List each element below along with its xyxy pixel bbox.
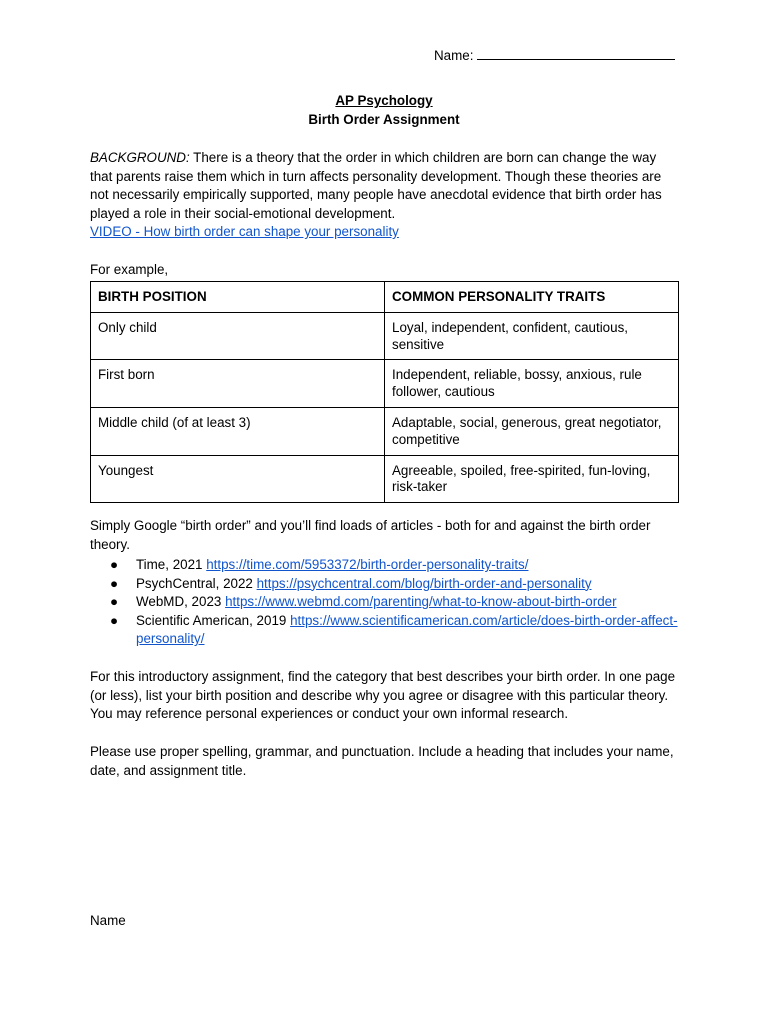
bullet-icon: ● <box>110 557 119 572</box>
video-link[interactable]: VIDEO - How birth order can shape your personality <box>90 224 399 239</box>
reference-link[interactable]: https://www.webmd.com/parenting/what-to-know-about-birth-order <box>225 594 617 610</box>
reference-link[interactable]: https://psychcentral.com/blog/birth-order-and-personality <box>256 575 592 591</box>
list-item <box>90 556 680 575</box>
background-label: BACKGROUND: <box>90 150 190 165</box>
bullet-icon: ● <box>110 612 119 628</box>
traits-cell: Agreeable, spoiled, free-spirited, fun-loving, risk-taker <box>385 455 679 503</box>
name-field[interactable] <box>434 45 679 66</box>
table-row <box>91 312 679 360</box>
traits-cell: Loyal, independent, confident, cautious, sensitive <box>385 312 679 360</box>
header-personality-traits: COMMON PERSONALITY TRAITS <box>385 282 679 313</box>
birth-position-cell: Youngest <box>91 455 385 503</box>
format-note-paragraph: Please use proper spelling, grammar, and punctuation. Include a heading that includes your name, date, and assignment title. <box>90 744 674 778</box>
reference-source: Scientific American, 2019 <box>136 612 291 628</box>
birth-order-table <box>90 281 679 503</box>
reference-link[interactable]: https://www.scientificamerican.com/article/does-birth-order-affect-personality/ <box>136 612 678 647</box>
list-item <box>90 575 680 594</box>
birth-position-cell: Middle child (of at least 3) <box>91 407 385 455</box>
table-header-row <box>91 282 679 313</box>
list-item <box>90 593 680 612</box>
bullet-icon: ● <box>110 594 119 610</box>
bullet-icon: ● <box>110 575 119 591</box>
instructions-paragraph: For this introductory assignment, find the category that best describes your birth order. In one page (or less), list your birth position and describe why you agree or disagree with this particular theory. You may reference personal experiences or conduct your own informal research. <box>90 669 676 722</box>
name-label: Name: <box>434 48 474 63</box>
table-row <box>91 360 679 408</box>
list-item <box>90 612 680 649</box>
name-blank-line[interactable] <box>477 45 675 60</box>
course-title: AP Psychology <box>335 93 433 108</box>
reference-link[interactable]: https://time.com/5953372/birth-order-personality-traits/ <box>206 557 529 572</box>
footer-name-label: Name <box>90 913 126 928</box>
background-text: There is a theory that the order in which children are born can change the way that parents raise them which in turn affects personality development. Though these theories are not necessarily empirically supported, many people have anecdotal evidence that birth order has played a role in their social-emotional development. <box>90 150 662 221</box>
header-birth-position: BIRTH POSITION <box>91 282 385 313</box>
traits-cell: Adaptable, social, generous, great negotiator, competitive <box>385 407 679 455</box>
traits-cell: Independent, reliable, bossy, anxious, rule follower, cautious <box>385 360 679 408</box>
video-paragraph <box>90 223 680 242</box>
birth-position-cell: First born <box>91 360 385 408</box>
table-row <box>91 407 679 455</box>
reference-source: PsychCentral, 2022 <box>136 575 257 591</box>
reference-source: Time, 2021 <box>136 557 207 572</box>
google-paragraph: Simply Google “birth order” and you’ll find loads of articles - both for and against the birth order theory. <box>90 518 651 552</box>
assignment-title: Birth Order Assignment <box>308 112 460 127</box>
table-row <box>91 455 679 503</box>
reference-list <box>90 556 680 649</box>
background-paragraph <box>90 149 680 223</box>
birth-position-cell: Only child <box>91 312 385 360</box>
example-intro: For example, <box>90 262 169 277</box>
reference-source: WebMD, 2023 <box>136 594 226 610</box>
